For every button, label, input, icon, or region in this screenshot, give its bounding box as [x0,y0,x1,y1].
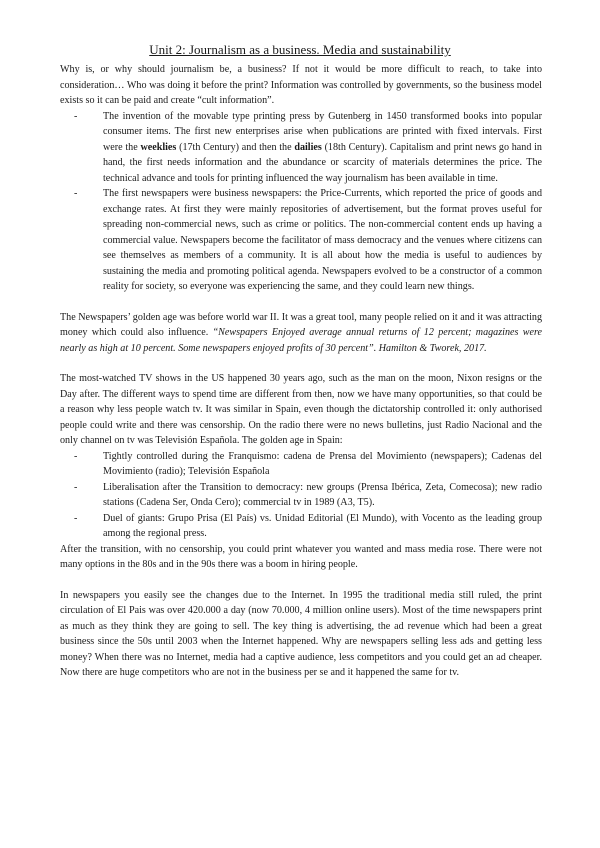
tv-paragraph: The most-watched TV shows in the US happened 30 years ago, such as the man on the moon, Nixon resigns or the Day after. The different ways to spend time are different from then, now we have many opportunities, so that could be a reason why less people watch tv. It was similar in Spain, even though the dictatorship controlled it: only authorised people could write and there was censorship. On the radio there were no news bulletins, just Radio Nacional and the only channel on tv was Televisión Española. The golden age in Spain: [60,373,542,446]
bullet-text: The invention of the movable type printing press by Gutenberg in 1450 transformed books into popular consumer items. The first new enterprises arise when publications are printed with fixed intervals. First were the [103,110,542,153]
internet-paragraph: In newspapers you easily see the changes due to the Internet. In 1995 the traditional media still ruled, the print circulation of El Pais was over 420.000 a day (now 70.000, 4 million online users). Most of the time newspapers print as much as they think they are going to sell. The key thing is advertising, the ad revenue which had been a great business since the 50s until 2003 when the Internet happened. Why are newspapers selling less ads and getting less money? When there was no Internet, media had a captive audience, less competitors and you could get an ad cheaper. Now there are huge competitors who are not in the business per se and it happened the same for tv. [60,589,542,678]
term-dailies: dailies [294,141,322,153]
golden-age-paragraph [60,310,542,357]
golden-age-text: The Newspapers’ golden age was before world war II. It was a great tool, many people relied on it and it was attracting money which could also influence. [60,311,542,338]
spain-bullet-list [60,449,542,542]
bullet-franquismo: - Tightly controlled during the Franquismo: cadena de Prensa del Movimiento (newspapers); Cadenas del Movimiento (radio); Televisión Española [60,449,542,480]
bullet-liberalisation: - Liberalisation after the Transition to democracy: new groups (Prensa Ibérica, Zeta, Comecosa); new radio stations (Cadena Ser, Onda Cero); commercial tv in 1989 (A3, T5). [60,480,542,511]
document-body [60,62,542,681]
golden-age-quote: “Newspapers Enjoyed average annual returns of 12 percent; magazines were nearly as high at 10 percent. Some newspapers enjoyed profits of 30 percent”. Hamilton & Tworek, 2017. [60,327,542,354]
after-transition-paragraph: After the transition, with no censorship, you could print whatever you wanted and mass media rose. There were not many options in the 80s and in the 90s there was a boom in hiring people. [60,543,542,570]
bullet-printing-press [60,109,542,187]
history-bullet-list [60,109,542,295]
intro-paragraph: Why is, or why should journalism be, a business? If not it would be more difficult to reach, to take into consideration… Who was doing it before the print? Information was controlled by governments, so the business model exists so it can be paid and create “cult information”. [60,64,542,106]
bullet-business-newspapers: - The first newspapers were business newspapers: the Price-Currents, which reported the price of goods and exchange rates. At first they were mainly repositories of advertisement, but the format proves useful for spreading non-commercial news, such as crime or politics. The non-commercial content ends up having a commercial value. Newspapers become the facilitator of mass democracy and the venues where citizens can see themselves as members of a community. It is all about how the media is useful to audiences by sustaining the media and promoting political agenda. Newspapers evolved to be a constructor of a common reality for society, so everyone was experiencing the same, and they could learn new things. [60,186,542,295]
document-title: Unit 2: Journalism as a business. Media and sustainability [149,42,451,57]
term-weeklies: weeklies [140,141,177,153]
bullet-text: (17th Century) and then the [176,141,295,153]
bullet-duel-of-giants: - Duel of giants: Grupo Prisa (El País) vs. Unidad Editorial (El Mundo), with Vocento as the leading group among the regional press. [60,511,542,542]
bullet-text: (18th Century). Capitalism and print news go hand in hand, the first needs information and the abundance or scarcity of materials determines the price. The technical advance and tools for printing influenced the way journalism has been available in time. [103,141,542,184]
